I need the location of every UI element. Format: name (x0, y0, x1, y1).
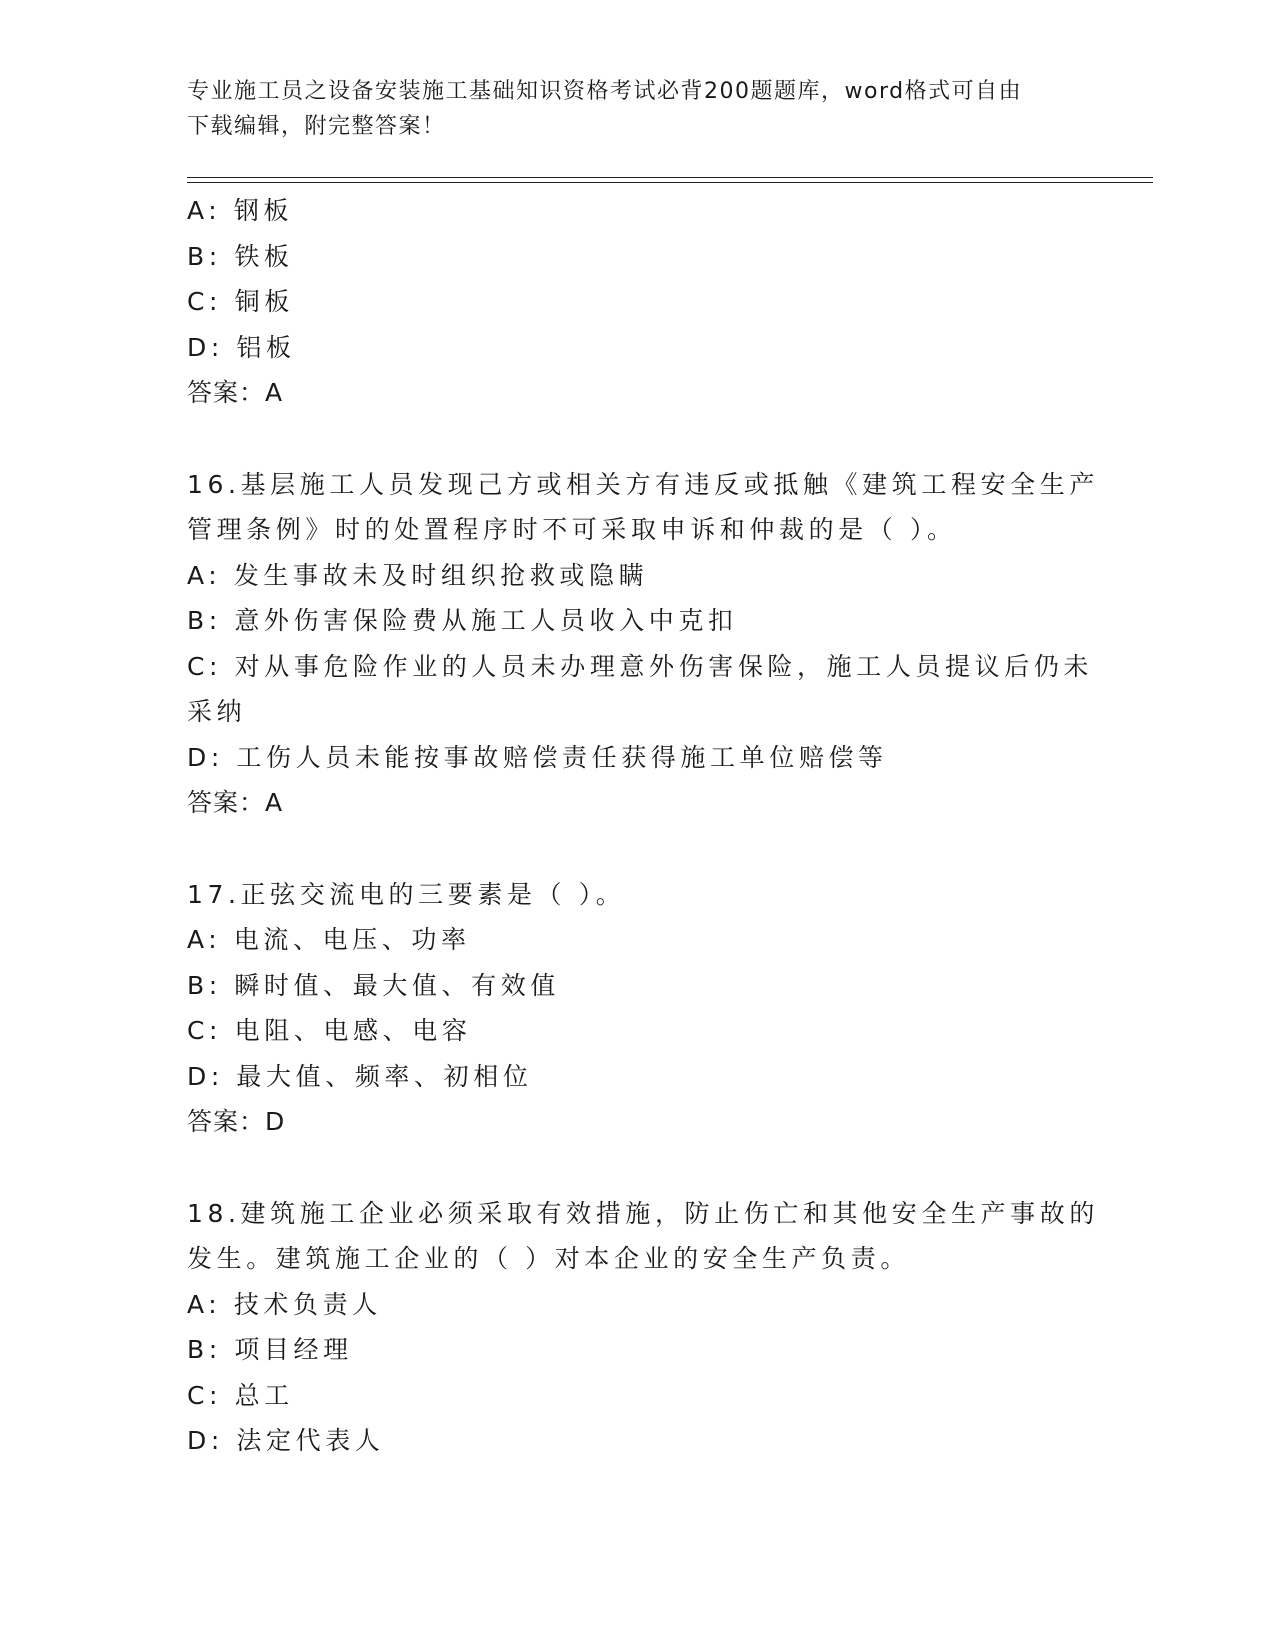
document-header (187, 74, 1087, 144)
question-stem-line-2: 管理条例》时的处置程序时不可采取申诉和仲裁的是（ ）。 (187, 515, 957, 544)
option-d: D: 法定代表人 (187, 1426, 385, 1455)
option-a: A: 发生事故未及时组织抢救或隐瞒 (187, 560, 649, 590)
option-d: D: 铝板 (187, 332, 296, 362)
option-c: C: 铜板 (187, 287, 294, 316)
option-c: C: 总工 (187, 1380, 294, 1410)
spacer (187, 826, 1087, 872)
answer-label: 答案：A (187, 788, 284, 817)
option-b: B: 瞬时值、最大值、有效值 (187, 970, 560, 1000)
question-15-options (187, 188, 1087, 416)
option-b: B: 意外伤害保险费从施工人员收入中克扣 (187, 606, 738, 635)
option-b: B: 铁板 (187, 241, 294, 271)
option-c-line-1: C: 对从事危险作业的人员未办理意外伤害保险，施工人员提议后仍未 (187, 651, 1094, 681)
answer-label: 答案：A (187, 378, 284, 407)
option-b: B: 项目经理 (187, 1335, 353, 1364)
question-stem-line-1: 18.建筑施工企业必须采取有效措施，防止伤亡和其他安全生产事故的 (187, 1198, 1099, 1228)
spacer (187, 1145, 1087, 1191)
header-divider-bottom (187, 182, 1153, 183)
question-16 (187, 462, 1099, 826)
question-stem: 17.正弦交流电的三要素是（ ）。 (187, 879, 626, 909)
option-a: A: 技术负责人 (187, 1289, 382, 1319)
question-stem-line-2: 发生。建筑施工企业的（ ）对本企业的安全生产负责。 (187, 1244, 910, 1273)
header-title-line-2: 下载编辑，附完整答案！ (187, 114, 446, 139)
option-c-line-2: 采纳 (187, 697, 247, 726)
answer-label: 答案：D (187, 1107, 286, 1136)
question-17 (187, 872, 1087, 1145)
option-a: A: 电流、电压、功率 (187, 925, 471, 954)
question-18 (187, 1191, 1099, 1464)
option-a: A: 钢板 (187, 196, 294, 225)
header-divider-top (187, 177, 1153, 178)
question-list (187, 188, 1099, 1464)
header-title-line-1: 专业施工员之设备安装施工基础知识资格考试必背200题题库，word格式可自由 (187, 79, 1023, 104)
option-c: C: 电阻、电感、电容 (187, 1016, 472, 1045)
question-stem-line-1: 16.基层施工人员发现己方或相关方有违反或抵触《建筑工程安全生产 (187, 469, 1099, 499)
option-d: D: 工伤人员未能按事故赔偿责任获得施工单位赔偿等 (187, 742, 888, 772)
option-d: D: 最大值、频率、初相位 (187, 1061, 533, 1091)
spacer (187, 416, 1087, 462)
